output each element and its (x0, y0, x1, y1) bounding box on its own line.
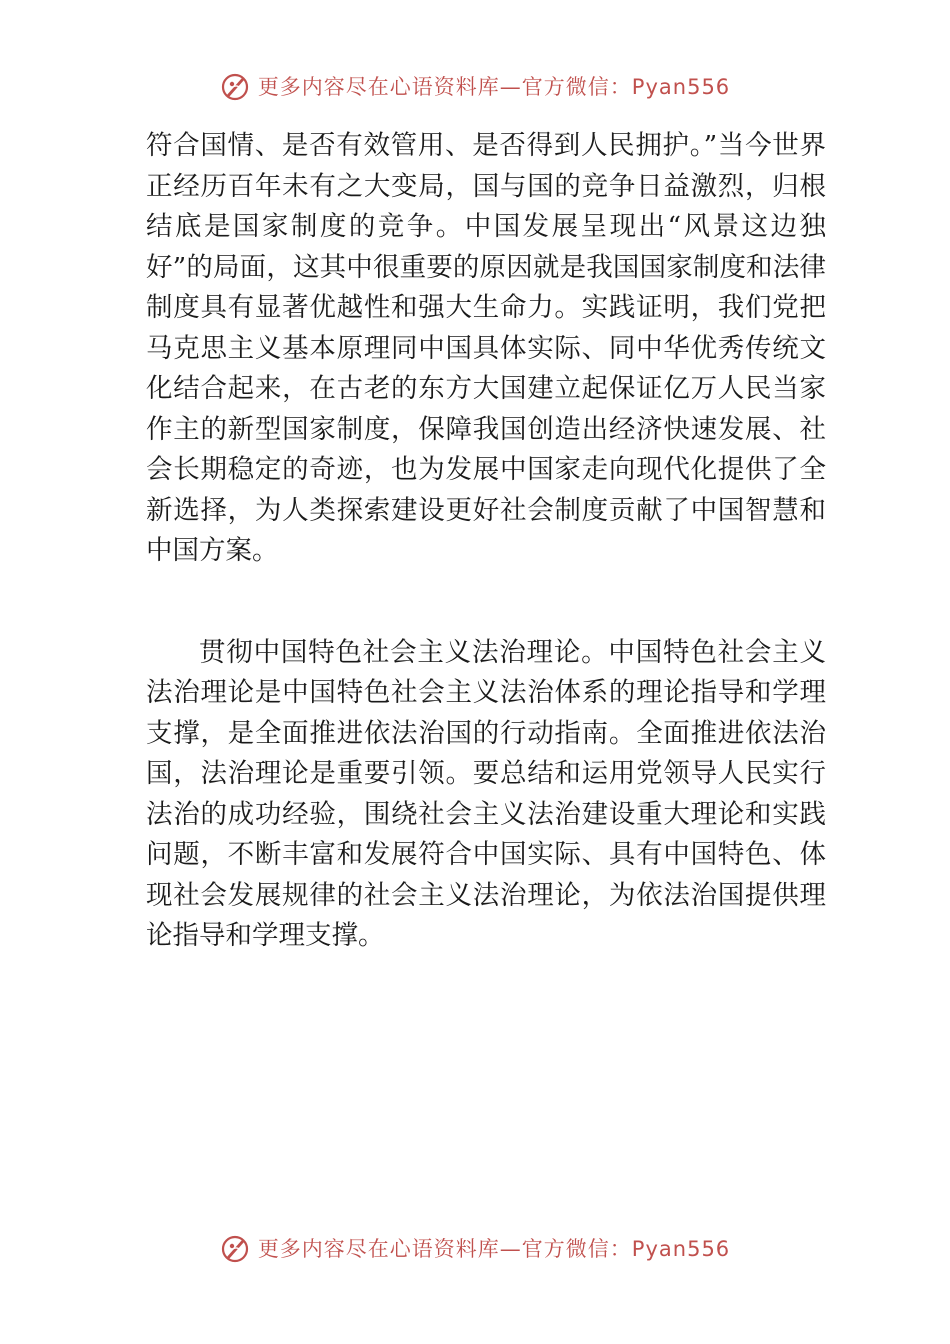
footer-watermark (0, 1234, 950, 1264)
quill-seal-icon (220, 1234, 250, 1264)
paragraph-1: 符合国情、是否有效管用、是否得到人民拥护。”当今世界正经历百年未有之大变局，国与国的竞争日益激烈，归根结底是国家制度的竞争。中国发展呈现出“风景这边独好”的局面，这其中很重要的原因就是我国国家制度和法律制度具有显著优越性和强大生命力。实践证明，我们党把马克思主义基本原理同中国具体实际、同中华优秀传统文化结合起来，在古老的东方大国建立起保证亿万人民当家作主的新型国家制度，保障我国创造出经济快速发展、社会长期稳定的奇迹，也为发展中国家走向现代化提供了全新选择，为人类探索建设更好社会制度贡献了中国智慧和中国方案。 (146, 130, 826, 566)
header-watermark (0, 72, 950, 102)
header-banner-text: 更多内容尽在心语资料库—官方微信：Pyan556 (257, 75, 731, 99)
document-body (146, 126, 826, 957)
footer-banner-text: 更多内容尽在心语资料库—官方微信：Pyan556 (257, 1237, 731, 1261)
paragraph-2: 贯彻中国特色社会主义法治理论。中国特色社会主义法治理论是中国特色社会主义法治体系的理论指导和学理支撑，是全面推进依法治国的行动指南。全面推进依法治国，法治理论是重要引领。要总结和运用党领导人民实行法治的成功经验，围绕社会主义法治建设重大理论和实践问题，不断丰富和发展符合中国实际、具有中国特色、体现社会发展规律的社会主义法治理论，为依法治国提供理论指导和学理支撑。 (146, 636, 826, 951)
quill-seal-icon (220, 72, 250, 102)
